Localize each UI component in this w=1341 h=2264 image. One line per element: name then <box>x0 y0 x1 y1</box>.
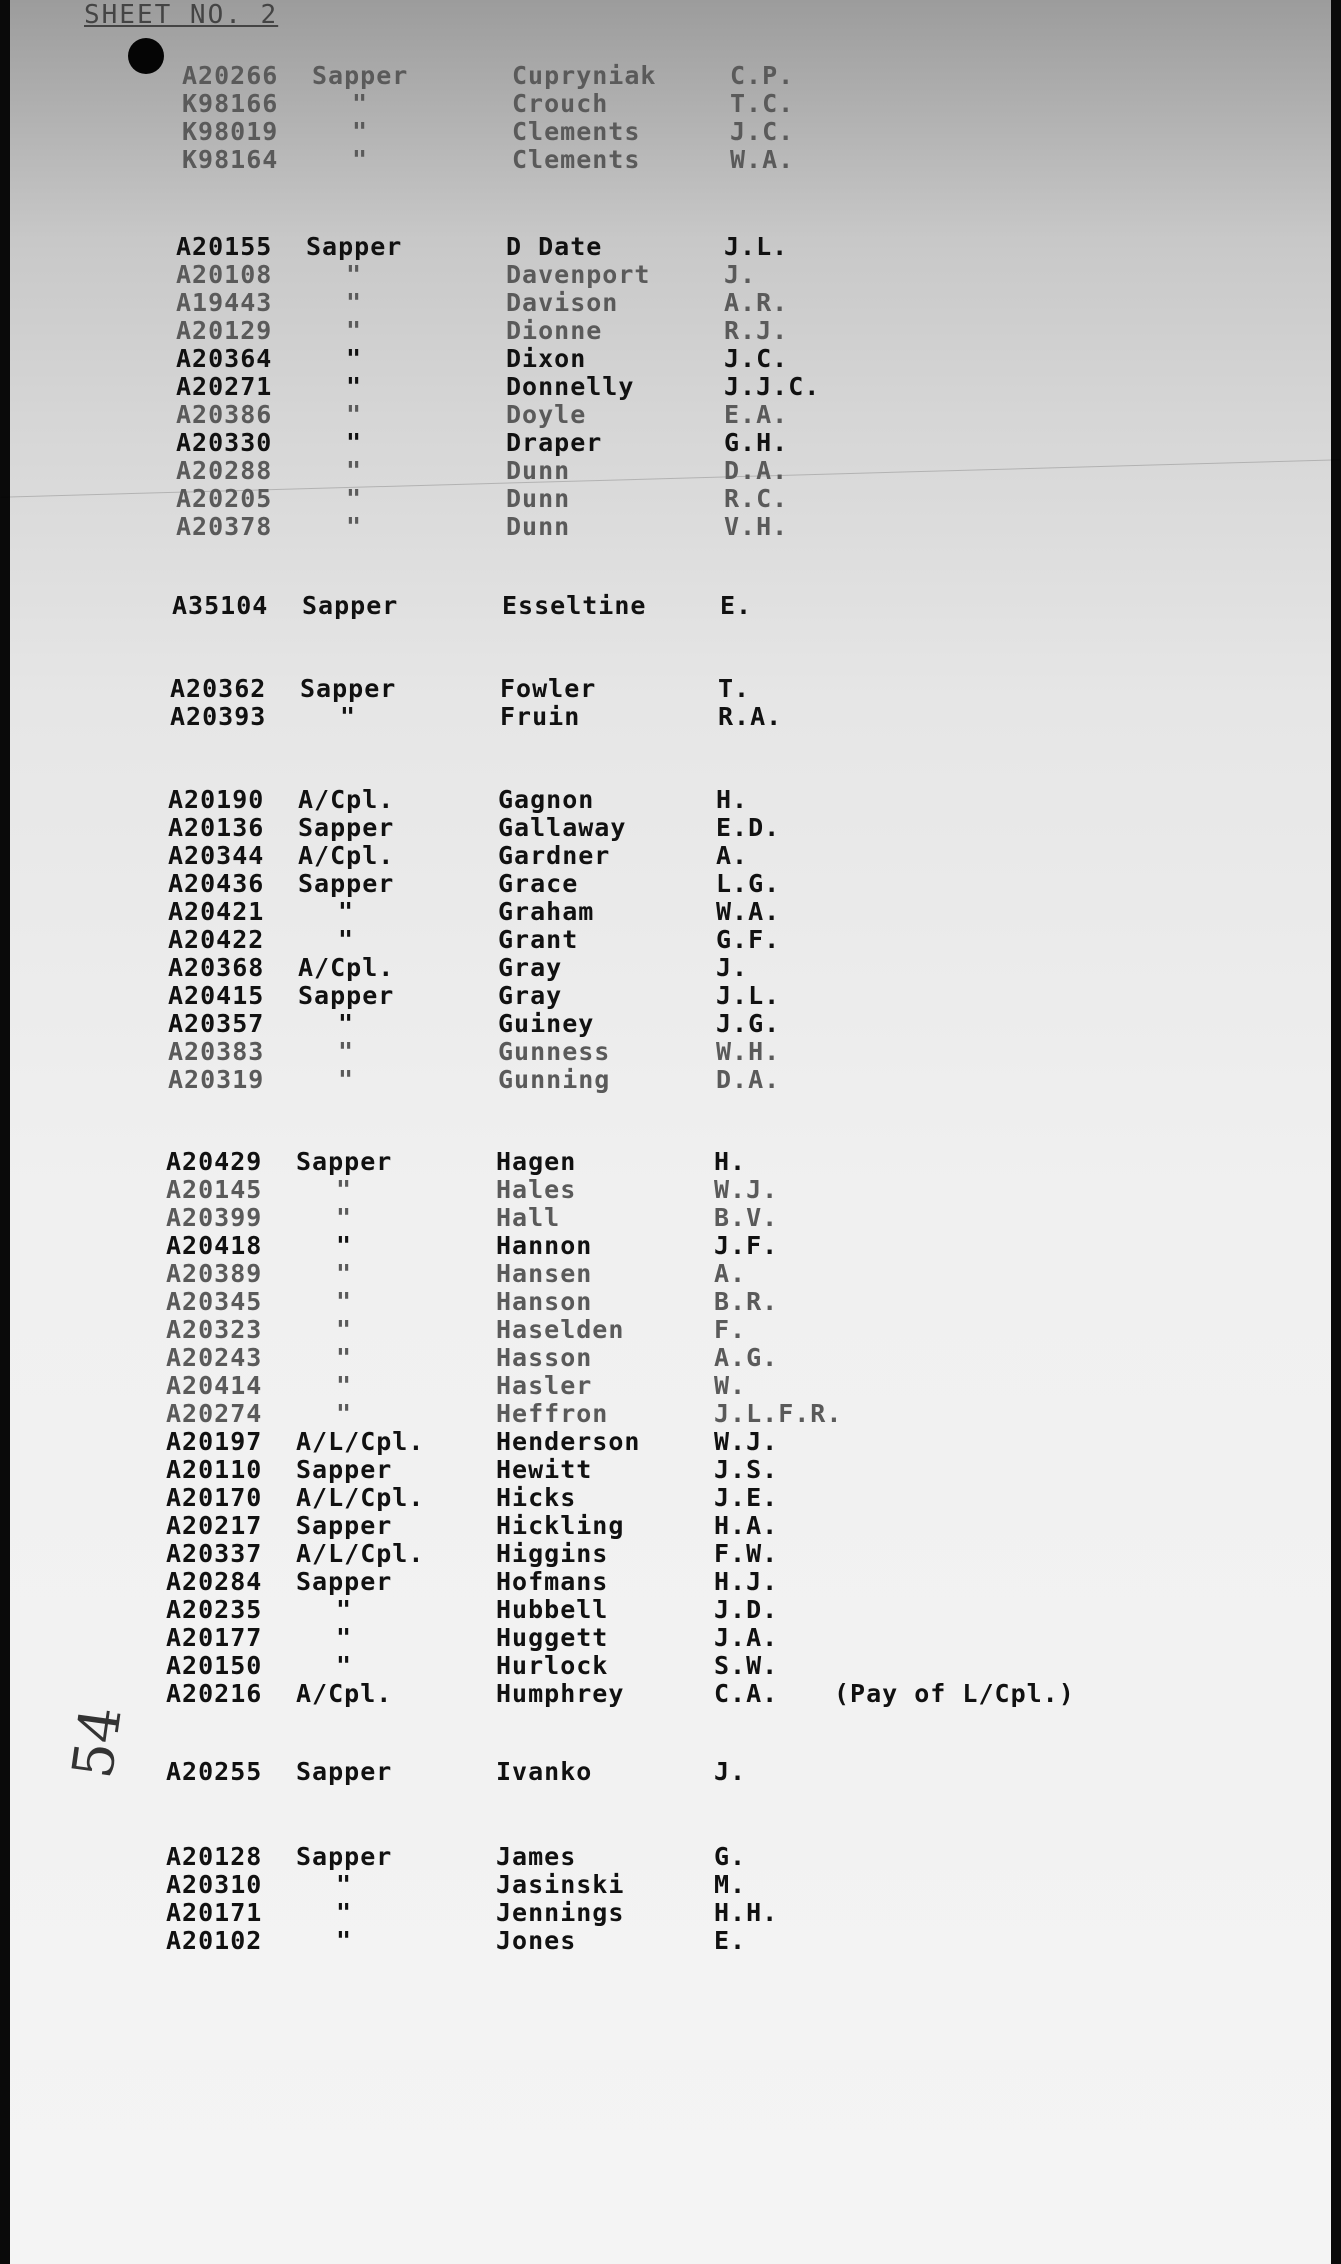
initials: B.R. <box>714 1287 779 1316</box>
service-number: A20362 <box>170 674 267 703</box>
surname: Hickling <box>496 1511 625 1540</box>
service-number: A20171 <box>166 1898 263 1927</box>
roster-row <box>182 118 1341 146</box>
initials: W.H. <box>716 1037 781 1066</box>
surname: Hewitt <box>496 1455 593 1484</box>
initials: R.J. <box>724 316 789 345</box>
rank: " <box>336 1175 353 1204</box>
scan-border-left <box>0 0 10 2264</box>
rank: A/Cpl. <box>296 1679 393 1708</box>
surname: Gray <box>498 981 563 1010</box>
service-number: K98164 <box>182 145 279 174</box>
initials: J.C. <box>730 117 795 146</box>
roster-row <box>166 1540 1341 1568</box>
initials: E.A. <box>724 400 789 429</box>
surname: Gray <box>498 953 563 982</box>
surname: Hicks <box>496 1483 577 1512</box>
rank: " <box>352 145 369 174</box>
rank: Sapper <box>298 869 395 898</box>
rank: Sapper <box>296 1567 393 1596</box>
roster-row <box>170 675 1341 703</box>
rank: " <box>336 1259 353 1288</box>
surname: Guiney <box>498 1009 595 1038</box>
roster-row <box>166 1176 1341 1204</box>
surname: Gagnon <box>498 785 595 814</box>
initials: B.V. <box>714 1203 779 1232</box>
initials: J.L.F.R. <box>714 1399 843 1428</box>
surname: Jennings <box>496 1898 625 1927</box>
surname: Donnelly <box>506 372 635 401</box>
roster-row <box>166 1652 1341 1680</box>
roster-row <box>166 1428 1341 1456</box>
surname: Haselden <box>496 1315 625 1344</box>
rank: " <box>336 1595 353 1624</box>
roster-row <box>176 317 1341 345</box>
roster-row <box>182 90 1341 118</box>
service-number: A20155 <box>176 232 273 261</box>
initials: J.L. <box>716 981 781 1010</box>
service-number: A20235 <box>166 1595 263 1624</box>
service-number: A20436 <box>168 869 265 898</box>
service-number: A20216 <box>166 1679 263 1708</box>
surname: Ivanko <box>496 1757 593 1786</box>
rank: " <box>346 316 363 345</box>
roster-row <box>166 1758 1341 1786</box>
service-number: A20319 <box>168 1065 265 1094</box>
initials: G.F. <box>716 925 781 954</box>
initials: D.A. <box>716 1065 781 1094</box>
rank: " <box>346 260 363 289</box>
surname: Hales <box>496 1175 577 1204</box>
service-number: A20344 <box>168 841 265 870</box>
rank: " <box>336 1651 353 1680</box>
surname: Grant <box>498 925 579 954</box>
rank: " <box>346 428 363 457</box>
rank: " <box>336 1203 353 1232</box>
roster-row <box>168 926 1341 954</box>
roster-row <box>166 1927 1341 1955</box>
initials: E. <box>720 591 753 620</box>
rank: " <box>336 1371 353 1400</box>
service-number: A20108 <box>176 260 273 289</box>
surname: Clements <box>512 117 641 146</box>
rank: " <box>336 1343 353 1372</box>
service-number: A20129 <box>176 316 273 345</box>
initials: D.A. <box>724 456 789 485</box>
surname: Clements <box>512 145 641 174</box>
surname: Crouch <box>512 89 609 118</box>
roster-row <box>168 1038 1341 1066</box>
initials: V.H. <box>724 512 789 541</box>
surname: Gardner <box>498 841 611 870</box>
service-number: A20197 <box>166 1427 263 1456</box>
surname: Doyle <box>506 400 587 429</box>
initials: R.C. <box>724 484 789 513</box>
roster-row <box>166 1871 1341 1899</box>
roster-row <box>166 1568 1341 1596</box>
rank: " <box>336 1898 353 1927</box>
service-number: A20389 <box>166 1259 263 1288</box>
initials: F. <box>714 1315 747 1344</box>
surname: Jasinski <box>496 1870 625 1899</box>
rank: A/Cpl. <box>298 785 395 814</box>
service-number: A20422 <box>168 925 265 954</box>
initials: J.F. <box>714 1231 779 1260</box>
initials: J.G. <box>716 1009 781 1038</box>
rank: Sapper <box>302 591 399 620</box>
service-number: A20357 <box>168 1009 265 1038</box>
rank: " <box>338 1065 355 1094</box>
rank: Sapper <box>296 1511 393 1540</box>
initials: J.S. <box>714 1455 779 1484</box>
service-number: A20217 <box>166 1511 263 1540</box>
surname: Davison <box>506 288 619 317</box>
surname: Dunn <box>506 512 571 541</box>
rank: " <box>346 400 363 429</box>
initials: J. <box>716 953 749 982</box>
service-number: A20364 <box>176 344 273 373</box>
surname: Gallaway <box>498 813 627 842</box>
service-number: A20110 <box>166 1455 263 1484</box>
surname: Gunning <box>498 1065 611 1094</box>
surname: Higgins <box>496 1539 609 1568</box>
surname: Gunness <box>498 1037 611 1066</box>
surname: Jones <box>496 1926 577 1955</box>
roster-row <box>166 1843 1341 1871</box>
roster-row <box>166 1232 1341 1260</box>
service-number: A20378 <box>176 512 273 541</box>
service-number: A20136 <box>168 813 265 842</box>
roster-row <box>176 429 1341 457</box>
margin-note: 54 <box>60 1702 135 1783</box>
rank: " <box>346 456 363 485</box>
initials: J.J.C. <box>724 372 821 401</box>
rank: " <box>338 897 355 926</box>
surname: Hansen <box>496 1259 593 1288</box>
roster-row <box>168 814 1341 842</box>
surname: Davenport <box>506 260 651 289</box>
roster-row <box>166 1260 1341 1288</box>
initials: L.G. <box>716 869 781 898</box>
service-number: A20284 <box>166 1567 263 1596</box>
rank: Sapper <box>296 1455 393 1484</box>
service-number: A20399 <box>166 1203 263 1232</box>
surname: Hofmans <box>496 1567 609 1596</box>
initials: A. <box>716 841 749 870</box>
initials: A.G. <box>714 1343 779 1372</box>
roster-row <box>182 62 1341 90</box>
rank: Sapper <box>306 232 403 261</box>
initials: C.A. <box>714 1679 779 1708</box>
sheet-header: SHEET NO. 2 <box>84 0 279 30</box>
surname: Hasson <box>496 1343 593 1372</box>
roster-row <box>176 373 1341 401</box>
remark: (Pay of L/Cpl.) <box>834 1679 1075 1708</box>
rank: " <box>336 1623 353 1652</box>
service-number: A20345 <box>166 1287 263 1316</box>
service-number: K98166 <box>182 89 279 118</box>
surname: Draper <box>506 428 603 457</box>
surname: Hall <box>496 1203 561 1232</box>
initials: T.C. <box>730 89 795 118</box>
initials: J. <box>724 260 757 289</box>
service-number: A20288 <box>176 456 273 485</box>
surname: James <box>496 1842 577 1871</box>
roster-row <box>166 1372 1341 1400</box>
service-number: A20205 <box>176 484 273 513</box>
initials: H.A. <box>714 1511 779 1540</box>
surname: Hannon <box>496 1231 593 1260</box>
service-number: A20102 <box>166 1926 263 1955</box>
roster-row <box>168 1010 1341 1038</box>
roster-row <box>168 954 1341 982</box>
service-number: A35104 <box>172 591 269 620</box>
rank: " <box>336 1287 353 1316</box>
service-number: A20418 <box>166 1231 263 1260</box>
rank: A/L/Cpl. <box>296 1427 425 1456</box>
service-number: A20337 <box>166 1539 263 1568</box>
service-number: A20145 <box>166 1175 263 1204</box>
roster-row <box>166 1316 1341 1344</box>
rank: " <box>352 117 369 146</box>
service-number: A20414 <box>166 1371 263 1400</box>
initials: F.W. <box>714 1539 779 1568</box>
rank: Sapper <box>296 1147 393 1176</box>
service-number: A20386 <box>176 400 273 429</box>
service-number: A19443 <box>176 288 273 317</box>
initials: H.J. <box>714 1567 779 1596</box>
roster-row <box>166 1624 1341 1652</box>
initials: H. <box>714 1147 747 1176</box>
initials: A.R. <box>724 288 789 317</box>
initials: J.A. <box>714 1623 779 1652</box>
surname: Grace <box>498 869 579 898</box>
rank: Sapper <box>296 1842 393 1871</box>
surname: Humphrey <box>496 1679 625 1708</box>
service-number: A20429 <box>166 1147 263 1176</box>
rank: " <box>336 1399 353 1428</box>
initials: C.P. <box>730 61 795 90</box>
initials: J.D. <box>714 1595 779 1624</box>
service-number: A20128 <box>166 1842 263 1871</box>
roster-row <box>168 1066 1341 1094</box>
initials: J.L. <box>724 232 789 261</box>
initials: W.A. <box>716 897 781 926</box>
surname: Huggett <box>496 1623 609 1652</box>
service-number: A20421 <box>168 897 265 926</box>
roster-row <box>176 485 1341 513</box>
initials: A. <box>714 1259 747 1288</box>
surname: Hanson <box>496 1287 593 1316</box>
initials: W.A. <box>730 145 795 174</box>
roster-row <box>172 592 1341 620</box>
rank: " <box>346 288 363 317</box>
service-number: A20383 <box>168 1037 265 1066</box>
roster-row <box>170 703 1341 731</box>
rank: " <box>336 1870 353 1899</box>
rank: " <box>336 1926 353 1955</box>
roster-row <box>176 261 1341 289</box>
roster-row <box>166 1344 1341 1372</box>
rank: A/L/Cpl. <box>296 1539 425 1568</box>
surname: Heffron <box>496 1399 609 1428</box>
roster-row <box>176 289 1341 317</box>
initials: J.E. <box>714 1483 779 1512</box>
rank: " <box>336 1315 353 1344</box>
service-number: A20368 <box>168 953 265 982</box>
service-number: A20243 <box>166 1343 263 1372</box>
rank: " <box>336 1231 353 1260</box>
service-number: A20150 <box>166 1651 263 1680</box>
service-number: A20266 <box>182 61 279 90</box>
surname: Fowler <box>500 674 597 703</box>
rank: A/Cpl. <box>298 953 395 982</box>
rank: " <box>352 89 369 118</box>
roster-row <box>166 1456 1341 1484</box>
initials: W.J. <box>714 1175 779 1204</box>
surname: Dionne <box>506 316 603 345</box>
initials: W. <box>714 1371 747 1400</box>
surname: Dunn <box>506 484 571 513</box>
surname: Hasler <box>496 1371 593 1400</box>
service-number: A20330 <box>176 428 273 457</box>
roster-row <box>166 1148 1341 1176</box>
rank: " <box>340 702 357 731</box>
service-number: A20393 <box>170 702 267 731</box>
rank: A/L/Cpl. <box>296 1483 425 1512</box>
initials: G.H. <box>724 428 789 457</box>
initials: T. <box>718 674 751 703</box>
roster-row <box>168 786 1341 814</box>
service-number: A20170 <box>166 1483 263 1512</box>
initials: M. <box>714 1870 747 1899</box>
rank: " <box>346 372 363 401</box>
roster-row <box>176 233 1341 261</box>
service-number: A20323 <box>166 1315 263 1344</box>
surname: Esseltine <box>502 591 647 620</box>
roster-row <box>166 1204 1341 1232</box>
surname: Fruin <box>500 702 581 731</box>
rank: Sapper <box>296 1757 393 1786</box>
roster-row <box>176 513 1341 541</box>
rank: Sapper <box>298 981 395 1010</box>
initials: J.C. <box>724 344 789 373</box>
initials: H. <box>716 785 749 814</box>
rank: " <box>338 1037 355 1066</box>
initials: E.D. <box>716 813 781 842</box>
roster-row <box>168 982 1341 1010</box>
rank: Sapper <box>312 61 409 90</box>
roster-row <box>166 1512 1341 1540</box>
initials: S.W. <box>714 1651 779 1680</box>
roster-row <box>166 1484 1341 1512</box>
surname: Dunn <box>506 456 571 485</box>
roster-row <box>176 457 1341 485</box>
rank: " <box>338 1009 355 1038</box>
punch-hole-icon <box>128 38 164 74</box>
surname: Hagen <box>496 1147 577 1176</box>
surname: Hubbell <box>496 1595 609 1624</box>
service-number: A20177 <box>166 1623 263 1652</box>
initials: R.A. <box>718 702 783 731</box>
roster-row <box>166 1400 1341 1428</box>
service-number: K98019 <box>182 117 279 146</box>
service-number: A20415 <box>168 981 265 1010</box>
roster-row <box>166 1899 1341 1927</box>
roster-row <box>166 1680 1341 1708</box>
surname: Cupryniak <box>512 61 657 90</box>
rank: A/Cpl. <box>298 841 395 870</box>
initials: E. <box>714 1926 747 1955</box>
service-number: A20271 <box>176 372 273 401</box>
roster-row <box>176 345 1341 373</box>
rank: " <box>346 484 363 513</box>
service-number: A20190 <box>168 785 265 814</box>
roster-row <box>166 1288 1341 1316</box>
surname: Hurlock <box>496 1651 609 1680</box>
initials: H.H. <box>714 1898 779 1927</box>
roster-row <box>182 146 1341 174</box>
roster-row <box>176 401 1341 429</box>
rank: " <box>338 925 355 954</box>
surname: Henderson <box>496 1427 641 1456</box>
roster-row <box>166 1596 1341 1624</box>
rank: " <box>346 344 363 373</box>
initials: J. <box>714 1757 747 1786</box>
initials: W.J. <box>714 1427 779 1456</box>
rank: " <box>346 512 363 541</box>
roster-row <box>168 842 1341 870</box>
surname: Dixon <box>506 344 587 373</box>
service-number: A20310 <box>166 1870 263 1899</box>
initials: G. <box>714 1842 747 1871</box>
surname: D Date <box>506 232 603 261</box>
rank: Sapper <box>300 674 397 703</box>
roster-row <box>168 898 1341 926</box>
rank: Sapper <box>298 813 395 842</box>
surname: Graham <box>498 897 595 926</box>
service-number: A20255 <box>166 1757 263 1786</box>
service-number: A20274 <box>166 1399 263 1428</box>
roster-row <box>168 870 1341 898</box>
